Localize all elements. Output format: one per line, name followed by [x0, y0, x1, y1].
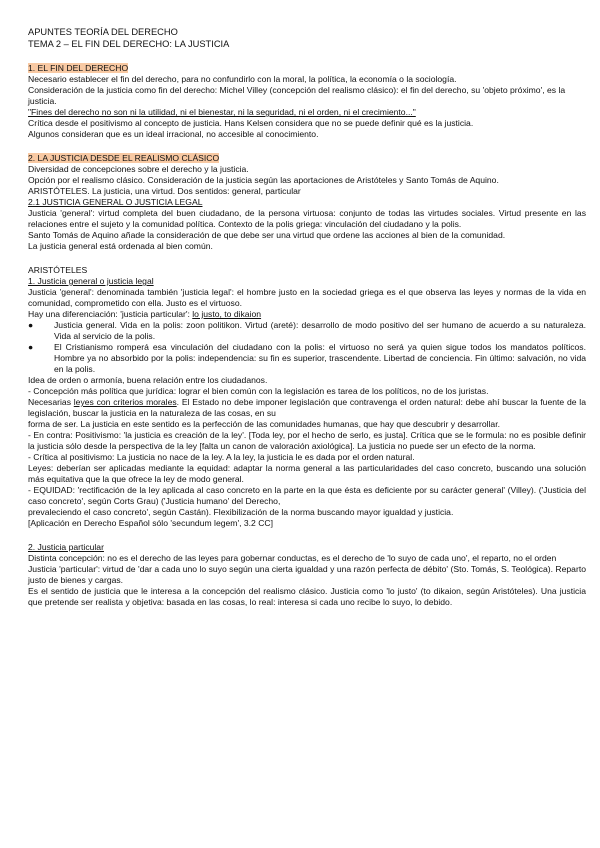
section-1-heading [28, 63, 586, 74]
bullet-icon: ● [28, 320, 34, 330]
paragraph: - Concepción más política que jurídica: lograr el bien común con la legislación es tarea de los políticos, no de los juristas. [28, 386, 489, 396]
list-item [28, 342, 586, 375]
paragraph: prevaleciendo el caso concreto', según Castán). Flexibilización de la norma buscando mayor igualdad y justicia. [28, 507, 454, 517]
subsection-justicia-particular-title: 2. Justicia particular [28, 542, 104, 552]
text-run: Necesarias [28, 397, 74, 407]
paragraph: Justicia 'particular': virtud de 'dar a cada uno lo suyo según una cierta igualdad y una razón perfecta de débito' (Sto. Tomás, S. Teológica). Reparto justo de bienes y cargas. [28, 564, 586, 585]
paragraph: Idea de orden o armonía, buena relación entre los ciudadanos. [28, 375, 268, 385]
underlined-term: lo justo, to dikaion [192, 309, 262, 319]
section-2-title: 2. LA JUSTICIA DESDE EL REALISMO CLÁSICO [28, 153, 220, 163]
paragraph: Justicia 'general': denominada también 'justicia legal': el hombre justo en la sociedad griega es el que observa las leyes y normas de la vida en comunidad, comprometido con ella. Justo es el virtuoso. [28, 287, 586, 308]
paragraph: forma de ser. La justicia en este sentido es la perfección de las comunidades humanas, que hay que descubrir y desarrollar. [28, 419, 500, 429]
list-item-text: El Cristianismo romperá esa vinculación del ciudadano con la polis: el virtuoso no será ya quien sigue todos los mandatos políticos. Hombre ya no absorbido por la polis: independencia: su fin es superior, trascendente. Libertad de conciencia. Fin último: salvación, no vida en la polis. [54, 342, 586, 374]
document-title: APUNTES TEORÍA DEL DERECHO [28, 27, 178, 37]
paragraph [28, 397, 586, 419]
list-item [28, 320, 586, 342]
paragraph: Algunos consideran que es un ideal irracional, no accesible al conocimiento. [28, 129, 319, 139]
paragraph: Santo Tomás de Aquino añade la consideración de que debe ser una virtud que ordene las acciones al bien de la comunidad. [28, 230, 506, 240]
document-subtitle: TEMA 2 – EL FIN DEL DERECHO: LA JUSTICIA [28, 39, 230, 49]
paragraph: - En contra: Positivismo: 'la justicia es creación de la ley'. [Toda ley, por el hecho de serlo, es justa]. Crítica que se le formula: no es posible definir la justicia sólo desde la perspectiva de la ley [falta un canon de valoración axiológica]. La justicia no puede ser un efecto de la norma. [28, 430, 586, 451]
quote-paragraph: "Fines del derecho no son ni la utilidad, ni el bienestar, ni la seguridad, ni el orden, ni el crecimiento..." [28, 107, 416, 117]
paragraph: Opción por el realismo clásico. Consideración de la justicia según las aportaciones de Aristóteles y Santo Tomás de Aquino. [28, 175, 499, 185]
paragraph: Consideración de la justicia como fin del derecho: Michel Villey (concepción del realismo clásico): el fin del derecho, su 'objeto próximo', es la justicia. [28, 85, 566, 106]
aristoteles-heading: ARISTÓTELES [28, 265, 88, 275]
paragraph: - Crítica al positivismo: La justicia no nace de la ley. A la ley, la justicia le es dada por el orden natural. [28, 452, 415, 462]
paragraph: [Aplicación en Derecho Español sólo 'secundum legem', 3.2 CC] [28, 518, 273, 528]
text-run: Hay una diferenciación: 'justicia particular': [28, 309, 193, 319]
paragraph: Crítica desde el positivismo al concepto de justicia. Hans Kelsen considera que no se puede definir qué es la justicia. [28, 118, 474, 128]
document-page [28, 26, 586, 608]
list-item-text: Justicia general. Vida en la polis: zoon politikon. Virtud (areté): desarrollo de modo positivo del ser humano de acuerdo a su naturaleza. Vida al servicio de la polis. [54, 320, 586, 341]
paragraph: Necesario establecer el fin del derecho, para no confundirlo con la moral, la política, la economía o la sociología. [28, 74, 457, 84]
section-2-heading [28, 153, 586, 164]
bullet-icon: ● [28, 342, 34, 352]
paragraph: Justicia 'general': virtud completa del buen ciudadano, de la persona virtuosa: conjunto de todas las virtudes sociales. Virtud presente en las relaciones entre el sujeto y la comunidad política. Contexto de la polis griega: vinculación del ciudadano y la polis. [28, 208, 586, 229]
paragraph [28, 309, 586, 320]
subsection-justicia-general-title: 1. Justicia general o justicia legal [28, 276, 154, 286]
paragraph: Diversidad de concepciones sobre el derecho y la justicia. [28, 164, 249, 174]
text-run: . El Estado no debe imponer legislación que contravenga el orden natural: debe ahí buscar la fuente de la legislación, buscar la justicia en la naturaleza de las cosas, en su [28, 397, 586, 418]
paragraph: Es el sentido de justicia que le interesa a la concepción del realismo clásico. Justicia como 'lo justo' (to dikaion, según Aristóteles). Una justicia que pretende ser realista y objetiva: basada en las cosas, lo real: interesa si cada uno recibe lo suyo, lo debido. [28, 586, 586, 607]
section-1-title: 1. EL FIN DEL DERECHO [28, 63, 129, 73]
paragraph: Distinta concepción: no es el derecho de las leyes para gobernar conductas, es el derecho de 'lo suyo de cada uno', el reparto, no el orden [28, 553, 557, 563]
subsection-2-1-title: 2.1 JUSTICIA GENERAL O JUSTICIA LEGAL [28, 197, 203, 207]
paragraph: ARISTÓTELES. La justicia, una virtud. Dos sentidos: general, particular [28, 186, 301, 196]
underlined-term: leyes con criterios morales [73, 397, 177, 407]
paragraph: La justicia general está ordenada al bien común. [28, 241, 213, 251]
paragraph: Leyes: deberían ser aplicadas mediante la equidad: adaptar la norma general a las particularidades del caso concreto, buscando una solución más equitativa que la que ofrece la ley de modo general. [28, 463, 586, 484]
paragraph: - EQUIDAD: 'rectificación de la ley aplicada al caso concreto en la parte en la que ésta es deficiente por su carácter general' (Villey). ('Justicia del caso concreto', según Corts Grau) ('Justicia humano' del Derecho, [28, 485, 586, 506]
